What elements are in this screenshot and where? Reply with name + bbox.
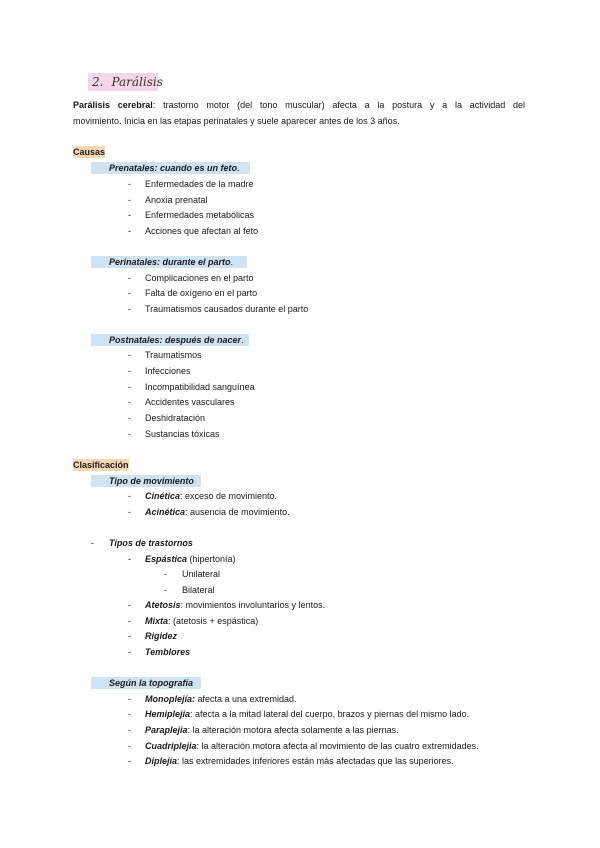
list-item: Diplejía: las extremidades inferiores están más afectadas que las superiores. (145, 756, 454, 766)
group-label-topography: Según la topografía (91, 677, 201, 689)
list-item: Complicaciones en el parto (145, 273, 254, 283)
dash-bullet: - (128, 350, 131, 360)
definition-text-1: : trastorno motor (del tono muscular) afecta a la postura y a la actividad del (152, 100, 525, 110)
list-item: Cuadriplejia: la alteración motora afecta al movimiento de las cuatro extremidades. (145, 741, 479, 751)
dash-bullet: - (128, 366, 131, 376)
dash-bullet: - (128, 491, 131, 501)
dash-bullet: - (128, 616, 131, 626)
list-item: Enfermedades de la madre (145, 179, 254, 189)
list-item: Atetosis: movimientos involuntarios y lentos. (145, 600, 326, 610)
list-item: Anoxia prenatal (145, 195, 208, 205)
dash-bullet: - (128, 304, 131, 314)
dash-bullet: - (128, 709, 131, 719)
list-item: Falta de oxígeno en el parto (145, 288, 258, 298)
list-item: Espástica (hipertonía) (145, 554, 236, 564)
dash-bullet: - (128, 273, 131, 283)
dash-bullet: - (164, 569, 167, 579)
section-title-text: Parálisis (111, 75, 163, 89)
list-item: Temblores (145, 647, 191, 657)
dash-bullet: - (128, 741, 131, 751)
list-item: Traumatismos causados durante el parto (145, 304, 309, 314)
list-item: Paraplejia: la alteración motora afecta solamente a las piernas. (145, 725, 399, 735)
list-item: Acciones que afectan al feto (145, 226, 259, 236)
definition-line-2: movimiento. Inicia en las etapas perinatales y suele aparecer antes de los 3 años. (73, 116, 400, 126)
causes-heading: Causas (73, 147, 106, 157)
dash-bullet: - (128, 554, 131, 564)
list-item: Mixta: (atetosis + espástica) (145, 616, 259, 626)
list-item: Hemiplejía: afecta a la mitad lateral del cuerpo, brazos y piernas del mismo lado. (145, 709, 470, 719)
dash-bullet: - (128, 429, 131, 439)
dash-bullet: - (128, 195, 131, 205)
dash-bullet: - (128, 647, 131, 657)
dash-bullet: - (128, 210, 131, 220)
sub-list-item: Bilateral (182, 585, 215, 595)
dash-bullet: - (128, 756, 131, 766)
definition-term: Parálisis cerebral (73, 100, 153, 110)
group-label-perinatal: Perinatales: durante el parto. (91, 256, 247, 268)
list-item: Acinética: ausencia de movimiento. (145, 507, 290, 517)
definition-line-1 (73, 99, 525, 111)
list-item: Sustancias tóxicas (145, 429, 220, 439)
dash-bullet: - (128, 600, 131, 610)
list-item: Incompatibilidad sanguínea (145, 382, 255, 392)
dash-bullet: - (128, 694, 131, 704)
dash-bullet: - (164, 585, 167, 595)
list-item: Infecciones (145, 366, 191, 376)
section-title (88, 73, 163, 91)
list-item: Deshidratación (145, 413, 206, 423)
dash-bullet: - (91, 538, 94, 548)
dash-bullet: - (128, 507, 131, 517)
dash-bullet: - (128, 631, 131, 641)
list-item: Enfermedades metabólicas (145, 210, 255, 220)
list-item: Rigidez (145, 631, 178, 641)
dash-bullet: - (128, 397, 131, 407)
section-number: 2. (92, 75, 104, 89)
list-item: Cinética: exceso de movimiento. (145, 491, 278, 501)
classification-heading: Clasificación (73, 460, 129, 470)
list-item: Accidentes vasculares (145, 397, 235, 407)
dash-bullet: - (128, 226, 131, 236)
sub-list-item: Unilateral (182, 569, 221, 579)
dash-bullet: - (128, 179, 131, 189)
dash-bullet: - (128, 725, 131, 735)
group-label-movement: Tipo de movimiento (91, 475, 201, 487)
group-label-prenatal: Prenatales: cuando es un feto. (91, 162, 250, 174)
dash-bullet: - (128, 382, 131, 392)
group-label-postnatal: Postnatales: después de nacer. (91, 334, 249, 346)
list-item: Monoplejía: afecta a una extremidad. (145, 694, 297, 704)
list-item: Traumatismos (145, 350, 202, 360)
dash-bullet: - (128, 288, 131, 298)
dash-bullet: - (128, 413, 131, 423)
group-label-disorders: Tipos de trastornos (109, 538, 193, 548)
